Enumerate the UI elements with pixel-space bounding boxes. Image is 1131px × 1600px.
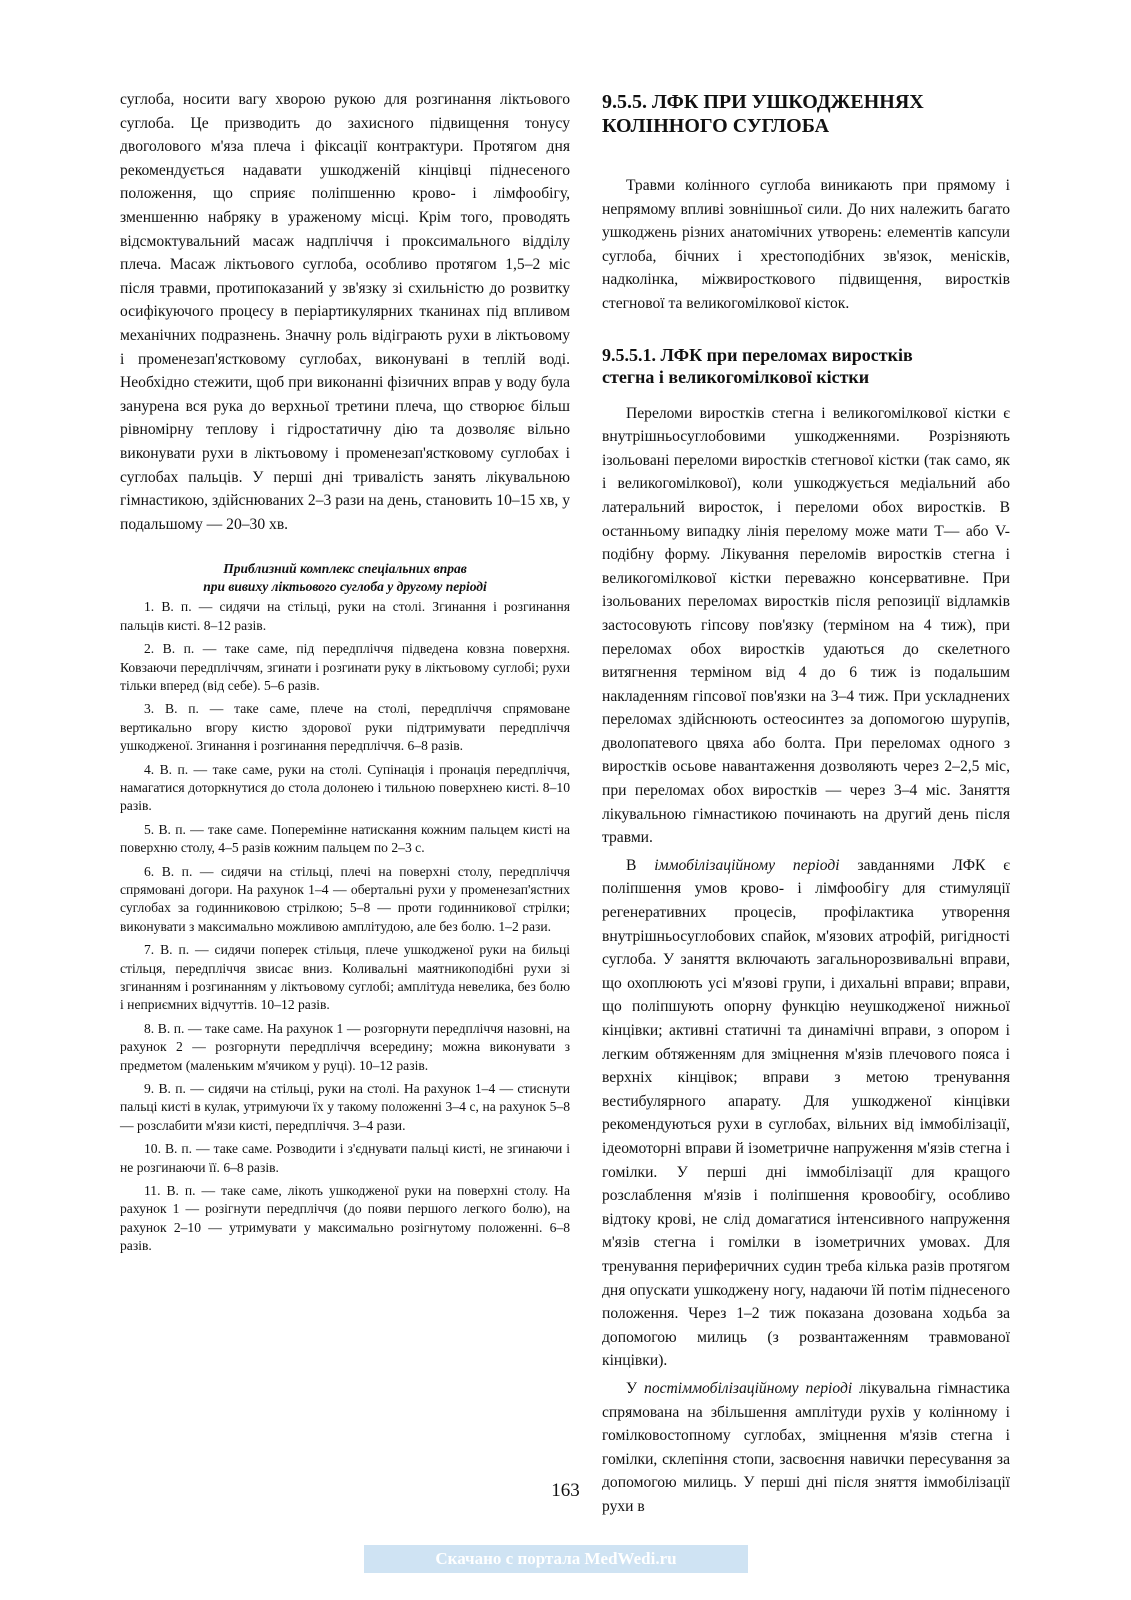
download-banner[interactable]: Скачано с портала MedWedi.ru [364,1545,748,1573]
section-heading-line-2: КОЛІННОГО СУГЛОБА [602,115,830,137]
paragraph-lead: У [626,1379,645,1397]
paragraph-lead: В [626,856,655,874]
paragraph-text: лікувальна гімнастика спрямована на збільшення амплітуди рухів у колінному і гомілковостопному суглобах, зміцнення м'язів стегна і гомілки, склепіння стопи, засвоєння навички пересування за допомогою милиць. У перші дні після зняття іммобілізації рухи в [602,1379,1010,1515]
exercise-heading-line-2: при вивиху ліктьового суглоба у другому періоді [203,579,487,595]
exercise-item: 2. В. п. — таке саме, під передпліччя підведена ковзна поверхня. Ковзаючи передпліччям, згинати і розгинати руку в ліктьовому суглобі; рухи тільки вперед (від себе). 5–6 разів. [120,641,570,693]
subsection-heading [602,344,1010,388]
body-paragraph: суглоба, носити вагу хворою рукою для розгинання ліктьового суглоба. Це призводить до захисного підвищення тонусу двоголового м'яза плеча і фіксації контрактури. Протягом дня рекомендується надавати ушкодженій кінцівці піднесеного положення, що сприяє поліпшенню крово- і лімфообігу, зменшенню набряку в ураженому місці. Крім того, проводять відсмоктувальний масаж надпліччя і проксимального відділу плеча. Масаж ліктьового суглоба, особливо протягом 1,5–2 міс після травми, протипоказаний у зв'язку зі схильністю до розвитку осифікуючого процесу в періартикулярних тканинах під впливом механічних подразнень. Значну роль відіграють рухи в ліктьовому і променезап'ястковому суглобах, виконувані в теплій воді. Необхідно стежити, щоб при виконанні фізичних вправ у воду була занурена вся рука до верхньої третини плеча, що створює більш рівномірну теплову і гідростатичну дію та дозволяє вільно виконувати рухи в ліктьовому і променезап'ястковому суглобах і суглобах пальців. У перші дні тривалість занять лікувальною гімнастикою, здійснюваних 2–3 рази на день, становить 10–15 хв, у подальшому — 20–30 хв. [120,91,570,533]
exercise-heading-line-1: Приблизний комплекс спеціальних вправ [223,561,467,577]
exercise-item: 10. В. п. — таке саме. Розводити і з'єднувати пальці кисті, не згинаючи і не розгинаючи її. 6–8 разів. [120,1141,570,1175]
page-number: 163 [551,1480,580,1501]
exercise-item: 9. В. п. — сидячи на стільці, руки на столі. На рахунок 1–4 — стиснути пальці кисті в кулак, утримуючи їх у такому положенні 3–4 с, на рахунок 5–8 — розслабити м'язи кисті, передпліччя. 3–4 рази. [120,1081,570,1133]
left-column [120,88,570,1256]
exercise-item: 5. В. п. — таке саме. Поперемінне натискання кожним пальцем кисті на поверхню столу, 4–5 разів кожним пальцем по 2–3 с. [120,821,570,856]
exercise-item: 6. В. п. — сидячи на стільці, плечі на поверхні столу, передпліччя спрямовані догори. На рахунок 1–4 — обертальні рухи у променезап'ястних суглобах за годинниковою стрілкою; 5–8 — проти годинникової стрілки; виконувати з максимально можливою амплітудою, але без болю. 1–2 рази. [120,863,570,934]
exercise-item: 1. В. п. — сидячи на стільці, руки на столі. Згинання і розгинання пальців кисті. 8–12 разів. [120,599,570,633]
body-paragraph: Переломи виростків стегна і великогомілкової кістки є внутрішньосуглобовими ушкодженнями. Розрізняють ізольовані переломи виростків стегнової кістки (так само, як і великогомілкової), коли ушкоджується медіальний або латеральний виросток, і переломи обох виростків. В останньому випадку лінія перелому може мати Т— або V-подібну форму. Лікування переломів виростків стегна і великогомілкової кістки переважно консервативне. При ізольованих переломах виростків після репозиції відламків застосовують гіпсову пов'язку (терміном на 4 тиж), при переломах обох виростків удаються до скелетного витягнення терміном від 4 до 6 тиж із подальшим накладенням гіпсової пов'язки на 3–4 тиж. При ускладнених переломах здійснюють остеосинтез за допомогою шурупів, дволопатевого цвяха або болта. При переломах одного з виростків осьове навантаження дозволяють через 2–2,5 міс, при переломах обох виростків — через 3–4 міс. Заняття лікувальною гімнастикою починають на другий день після травми. [602,404,1010,847]
section-heading-line-1: 9.5.5. ЛФК ПРИ УШКОДЖЕННЯХ [602,91,924,113]
exercise-item: 3. В. п. — таке саме, плече на столі, передпліччя спрямоване вертикально вгору кистю здорової руки підтримувати передпліччя ушкодженої. Згинання і розгинання передпліччя. 6–8 разів. [120,701,570,754]
period-term: іммобілізаційному періоді [654,856,840,874]
body-paragraph [602,854,1010,1373]
exercise-item: 11. В. п. — таке саме, лікоть ушкодженої руки на поверхні столу. На рахунок 1 — розігнути передпліччя (до появи першого легкого болю), на рахунок 2–10 — утримувати у максимально розігнутому положенні. 6–8 разів. [120,1183,570,1254]
period-term: постіммобілізаційному періоді [644,1379,853,1397]
section-heading [602,90,1010,138]
subsection-heading-line-1: 9.5.5.1. ЛФК при переломах виростків [602,344,913,365]
paragraph-text: завданнями ЛФК є поліпшення умов крово- і лімфообігу для стимуляції регенеративних процесів, профілактика утворення внутрішньосуглобових спайок, м'язових атрофій, ригідності суглоба. У заняття включають загальнорозвивальні вправи, що охоплюють усі м'язові групи, і дихальні вправи; вправи, що поліпшують опорну функцію неушкодженої нижньої кінцівки; активні статичні та динамічні вправи, з опором і легким обтяженням для зміцнення м'язів плечового пояса і верхніх кінцівок; вправи з метою тренування вестибулярного апарату. Для ушкодженої кінцівки рекомендуються рухи в суглобах, вільних від іммобілізації, ідеомоторні вправи й ізометричне напруження м'язів стегна і гомілки. У перші дні іммобілізації для кращого розслаблення м'язів і поліпшення кровообігу, особливо відтоку крові, не слід домагатися інтенсивного напруження м'язів стегна і гомілки в ізометричних умовах. Для тренування периферичних судин треба кілька разів протягом дня опускати ушкоджену ногу, надаючи їй потім піднесеного положення. Через 1–2 тиж показана дозована ходьба за допомогою милиць (з розвантаженням травмованої кінцівки). [602,856,1010,1370]
right-column [602,88,1010,1518]
exercise-item: 7. В. п. — сидячи поперек стільця, плече ушкодженої руки на бильці стільця, передпліччя звисає вниз. Коливальні маятникоподібні рухи зі згинанням і розгинанням у ліктьовому суглобі; амплітуда невелика, без болю і неприємних відчуттів. 10–12 разів. [120,942,570,1013]
exercise-heading [120,560,570,596]
intro-paragraph: Травми колінного суглоба виникають при прямому і непрямому впливі зовнішньої сили. До них належить багато ушкоджень різних анатомічних утворень: елементів капсули суглоба, бічних і хрестоподібних зв'язок, менісків, надколінка, міжвиросткового підвищення, виростків стегнової та великогомілкової кісток. [602,177,1010,312]
subsection-heading-line-2: стегна і великогомілкової кістки [602,366,870,387]
exercise-item: 4. В. п. — таке саме, руки на столі. Супінація і пронація передпліччя, намагатися доторкнутися до стола долонею і тильною поверхнею кисті. 8–10 разів. [120,761,570,814]
exercise-item: 8. В. п. — таке саме. На рахунок 1 — розгорнути передпліччя назовні, на рахунок 2 — розгорнути передпліччя всередину; можна виконувати з предметом (маленьким м'ячиком у руці). 10–12 разів. [120,1020,570,1073]
